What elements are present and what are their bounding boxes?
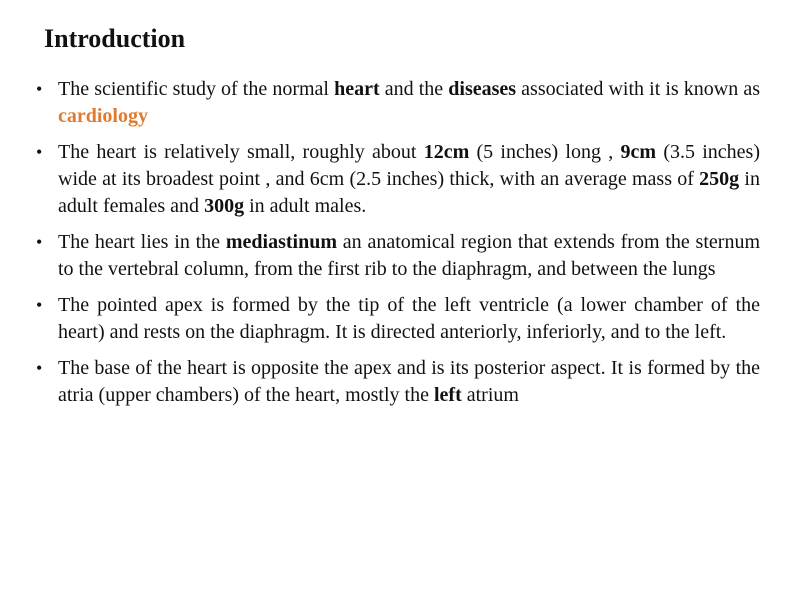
bullet-text: The scientific study of the normal [58, 78, 335, 100]
bullet-text: The heart lies in the [58, 231, 226, 253]
bullet-dot-icon: • [36, 232, 43, 252]
highlight-term: cardiology [58, 105, 148, 127]
bold-term: 300g [204, 195, 245, 217]
bullet-dot-icon: • [36, 358, 43, 378]
bullet-text: in adult males. [244, 195, 367, 217]
bullet-text: The heart is relatively small, roughly about [58, 141, 424, 163]
bold-term: 12cm [423, 141, 470, 163]
bullet-list [30, 76, 760, 418]
bold-term: mediastinum [225, 231, 337, 253]
bullet-dot-icon: • [36, 79, 43, 99]
bullet-text: an anatomical region that extends from the sternum to the vertebral column, from the first rib to the diaphragm, and between the lungs [58, 231, 760, 280]
bullet-dot-icon: • [36, 295, 43, 315]
bullet-item [30, 76, 760, 130]
bold-term: left [433, 384, 462, 406]
bullet-text: associated with it is known as [516, 78, 760, 100]
bullet-text: (5 inches) long , [469, 141, 621, 163]
slide-title: Introduction [44, 24, 186, 53]
bullet-item [30, 292, 760, 346]
bullet-text: The base of the heart is opposite the apex and is its posterior aspect. It is formed by the atria (upper chambers) of the heart, mostly the [58, 357, 760, 406]
bold-term: 9cm [620, 141, 657, 163]
bullet-text: The pointed apex is formed by the tip of the left ventricle (a lower chamber of the heart) and rests on the diaphragm. It is directed anteriorly, inferiorly, and to the left. [58, 294, 760, 343]
bullet-text: (3.5 inches) wide at its broadest point , and 6cm (2.5 inches) thick, with an average mass of [58, 141, 760, 190]
bullet-item [30, 139, 760, 220]
bold-term: 250g [699, 168, 740, 190]
bullet-dot-icon: • [36, 142, 43, 162]
bullet-text: in adult females and [58, 168, 760, 217]
bold-term: heart [334, 78, 380, 100]
bullet-item [30, 229, 760, 283]
bullet-text: atrium [461, 384, 519, 406]
bullet-text: and the [379, 78, 449, 100]
bullet-item [30, 355, 760, 409]
bold-term: diseases [448, 78, 517, 100]
